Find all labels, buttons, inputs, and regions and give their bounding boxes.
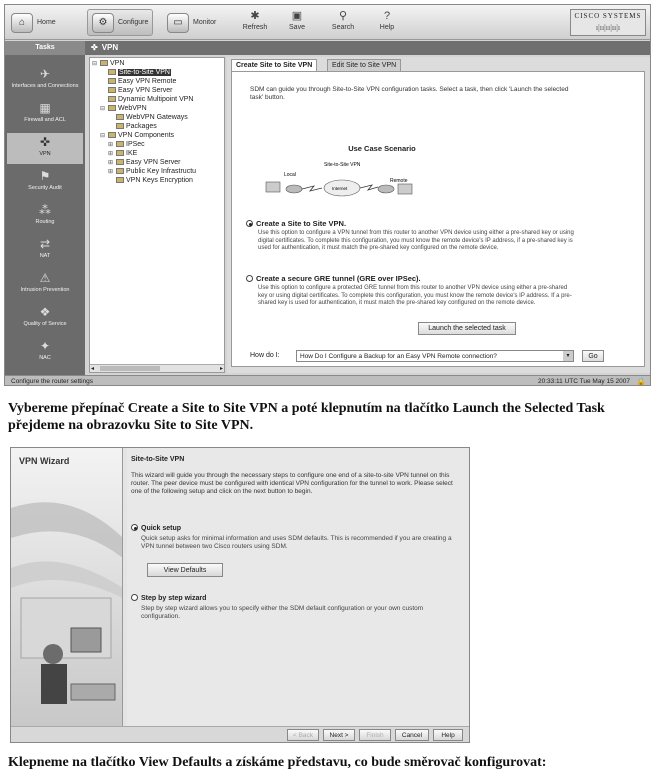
monitor-icon: ▭ [167, 13, 189, 33]
option-site-to-site-desc: Use this option to configure a VPN tunnel from this router to another VPN device using either a pre-shared key or using digital certificates. To complete this configuration, you must know the remote device's IP address, if a pre-shared key is used for authentication, it must match the pre-shared key configured on the remote device. [258, 230, 574, 251]
home-icon: ⌂ [11, 13, 33, 33]
diagram-remote-label: Remote [390, 178, 408, 184]
help-icon: ? [383, 10, 391, 22]
tasks-header: Tasks [5, 41, 85, 55]
local-pc-icon [266, 182, 280, 192]
caption-1: Vybereme přepínač Create a Site to Site VPN a poté klepnutím na tlačítko Launch the Selected Task přejdeme na obrazovku Site to Site VPN. [8, 401, 605, 433]
scroll-right-icon[interactable]: ▸ [219, 366, 223, 372]
quick-setup-desc: Quick setup asks for minimal information and uses SDM defaults. This is recommended if you are creating a VPN tunnel between two Cisco routers using SDM. [141, 535, 452, 550]
wizard-sidebar [11, 448, 123, 726]
folder-icon [100, 60, 108, 66]
routing-icon: ⁂ [39, 203, 51, 217]
tree-node[interactable]: ⊞ Easy VPN Server [108, 159, 181, 166]
qos-icon: ❖ [39, 305, 51, 319]
radio-site-to-site[interactable] [246, 220, 253, 227]
tree-node-selected[interactable]: Site-to-Site VPN [108, 69, 171, 76]
wizard-sidebar-title: VPN Wizard [19, 456, 70, 466]
folder-icon [108, 105, 116, 111]
folder-icon [108, 132, 116, 138]
radio-gre-tunnel[interactable] [246, 275, 253, 282]
vpn-tree [89, 57, 225, 373]
folder-icon [116, 150, 124, 156]
help-button[interactable]: ? Help [367, 8, 407, 31]
wizard-footer [11, 726, 469, 742]
wizard-body [127, 448, 469, 726]
cisco-bars-icon: ı|ıı|ıı|ıı|ı [595, 23, 621, 32]
firewall-icon: ▦ [39, 101, 51, 115]
remote-pc-icon [398, 184, 412, 194]
intro-text: SDM can guide you through Site-to-Site VPN configuration tasks. Select a task, then click 'Launch the selected task' button. [250, 86, 569, 101]
help-button[interactable]: Help [433, 729, 463, 741]
caption-2: Klepneme na tlačítko View Defaults a získáme představu, co bude směrovač konfigurovat: [8, 755, 547, 770]
tab-create-site-to-site[interactable]: Create Site to Site VPN [231, 59, 317, 71]
local-router-icon [286, 185, 302, 193]
how-do-i-label: How do I: [250, 352, 280, 359]
status-bar [5, 375, 650, 386]
go-button[interactable]: Go [582, 350, 604, 362]
how-do-i-select[interactable]: How Do I Configure a Backup for an Easy VPN Remote connection? ▾ [296, 350, 574, 362]
task-firewall[interactable]: ▦ Firewall and ACL [7, 99, 83, 130]
refresh-icon: ✱ [250, 10, 260, 22]
step-by-step-desc: Step by step wizard allows you to specify either the SDM default configuration or your own custom configuration. [141, 605, 424, 620]
tree-node[interactable]: ⊞ IKE [108, 150, 138, 157]
diagram-internet-label: Internet [332, 186, 348, 191]
launch-selected-task-button[interactable]: Launch the selected task [418, 322, 516, 335]
save-button[interactable]: ▣ Save [277, 8, 317, 31]
configure-icon: ⚙ [92, 13, 114, 33]
content-area [227, 57, 650, 373]
use-case-diagram [262, 158, 422, 208]
home-button[interactable]: ⌂ Home [11, 9, 56, 36]
cisco-logo: CISCO SYSTEMS ı|ıı|ıı|ıı|ı [570, 9, 646, 36]
search-button[interactable]: ⚲ Search [323, 8, 363, 31]
option-quick-setup[interactable]: Quick setup [131, 524, 181, 532]
nat-icon: ⇄ [39, 237, 51, 251]
create-panel [231, 71, 645, 367]
tree-node[interactable]: VPN Keys Encryption [116, 177, 193, 184]
view-defaults-button[interactable]: View Defaults [147, 563, 223, 577]
status-text: Configure the router settings [11, 378, 94, 385]
folder-icon [116, 114, 124, 120]
cancel-button[interactable]: Cancel [395, 729, 429, 741]
folder-icon [116, 159, 124, 165]
tree-node[interactable]: ⊟ VPN [92, 60, 125, 67]
task-routing[interactable]: ⁂ Routing [7, 201, 83, 232]
task-interfaces[interactable]: ✈ Interfaces and Connections [7, 65, 83, 96]
main-toolbar [5, 5, 650, 40]
tab-edit-site-to-site[interactable]: Edit Site to Site VPN [327, 59, 401, 71]
tree-node[interactable]: Dynamic Multipoint VPN [108, 96, 193, 103]
wizard-intro: This wizard will guide you through the necessary steps to configure one end of a site-to-site VPN tunnel on this router. The peer device must be configured with identical VPN configuration for the tunnel to work. Please select one of the following setup and click on the next button to begin. [131, 472, 453, 495]
option-step-by-step[interactable]: Step by step wizard [131, 594, 206, 602]
folder-icon [108, 87, 116, 93]
tree-node[interactable]: ⊟ VPN Components [100, 132, 175, 139]
radio-quick-setup[interactable] [131, 524, 138, 531]
task-qos[interactable]: ❖ Quality of Service [7, 303, 83, 334]
radio-step-by-step[interactable] [131, 594, 138, 601]
finish-button[interactable]: Finish [359, 729, 391, 741]
folder-icon [108, 96, 116, 102]
status-timestamp: 20:33:11 UTC Tue May 15 2007 [537, 378, 630, 385]
chevron-down-icon[interactable]: ▾ [563, 351, 573, 361]
use-case-title: Use Case Scenario [348, 144, 416, 153]
lock-icon: 🔒 [636, 377, 646, 386]
task-vpn[interactable]: ✜ VPN [7, 133, 83, 164]
tree-node[interactable]: WebVPN Gateways [116, 114, 188, 121]
task-ips[interactable]: ⚠ Intrusion Prevention [7, 269, 83, 300]
tree-node[interactable]: ⊞ Public Key Infrastructu [108, 168, 197, 175]
ips-icon: ⚠ [39, 271, 51, 285]
nac-icon: ✦ [39, 339, 51, 353]
scroll-left-icon[interactable]: ◂ [91, 366, 95, 372]
vpn-task-icon: ✜ [39, 135, 51, 149]
monitor-button[interactable]: ▭ Monitor [167, 9, 216, 36]
save-icon: ▣ [291, 10, 303, 22]
option-site-to-site[interactable]: Create a Site to Site VPN. [246, 219, 346, 228]
tasks-panel [5, 55, 85, 375]
tree-node[interactable]: Packages [116, 123, 157, 130]
next-button[interactable]: Next > [323, 729, 355, 741]
diagram-title: Site-to-Site VPN [324, 162, 361, 168]
tree-node[interactable]: Easy VPN Remote [108, 78, 176, 85]
option-gre-tunnel[interactable]: Create a secure GRE tunnel (GRE over IPSec). [246, 274, 421, 283]
folder-icon [108, 78, 116, 84]
section-title: ✜ VPN [85, 41, 650, 55]
tree-horizontal-scrollbar[interactable] [90, 364, 224, 372]
folder-icon [116, 123, 124, 129]
refresh-button[interactable]: ✱ Refresh [235, 8, 275, 31]
sdm-window [4, 4, 651, 386]
search-icon: ⚲ [338, 10, 348, 22]
wizard-heading: Site-to-Site VPN [131, 456, 185, 463]
vpn-wizard-window [10, 447, 470, 743]
wizard-illustration [11, 448, 123, 726]
tree-node[interactable]: ⊟ WebVPN [100, 105, 147, 112]
task-security-audit[interactable]: ⚑ Security Audit [7, 167, 83, 198]
tree-node[interactable]: ⊞ IPSec [108, 141, 145, 148]
task-nat[interactable]: ⇄ NAT [7, 235, 83, 266]
task-nac[interactable]: ✦ NAC [7, 337, 83, 368]
diagram-local-label: Local [284, 172, 296, 178]
vpn-icon: ✜ [91, 43, 98, 52]
tree-node[interactable]: Easy VPN Server [108, 87, 172, 94]
audit-icon: ⚑ [39, 169, 51, 183]
key-icon [116, 177, 124, 183]
link-bolt [302, 186, 322, 191]
interfaces-icon: ✈ [39, 67, 51, 81]
configure-button[interactable]: ⚙ Configure [87, 9, 153, 36]
link-bolt [360, 185, 378, 190]
remote-router-icon [378, 185, 394, 193]
folder-icon [116, 141, 124, 147]
back-button[interactable]: < Back [287, 729, 319, 741]
folder-icon [108, 69, 116, 75]
folder-icon [116, 168, 124, 174]
option-gre-tunnel-desc: Use this option to configure a protected GRE tunnel from this router to another VPN device using either a pre-shared key or using digital certificates. To complete this configuration, you must know the remote device's IP address. If a pre-shared key is used for authentication, it must match the pre-shared key configured on the remote device. [258, 285, 572, 306]
scroll-thumb[interactable] [100, 366, 160, 371]
